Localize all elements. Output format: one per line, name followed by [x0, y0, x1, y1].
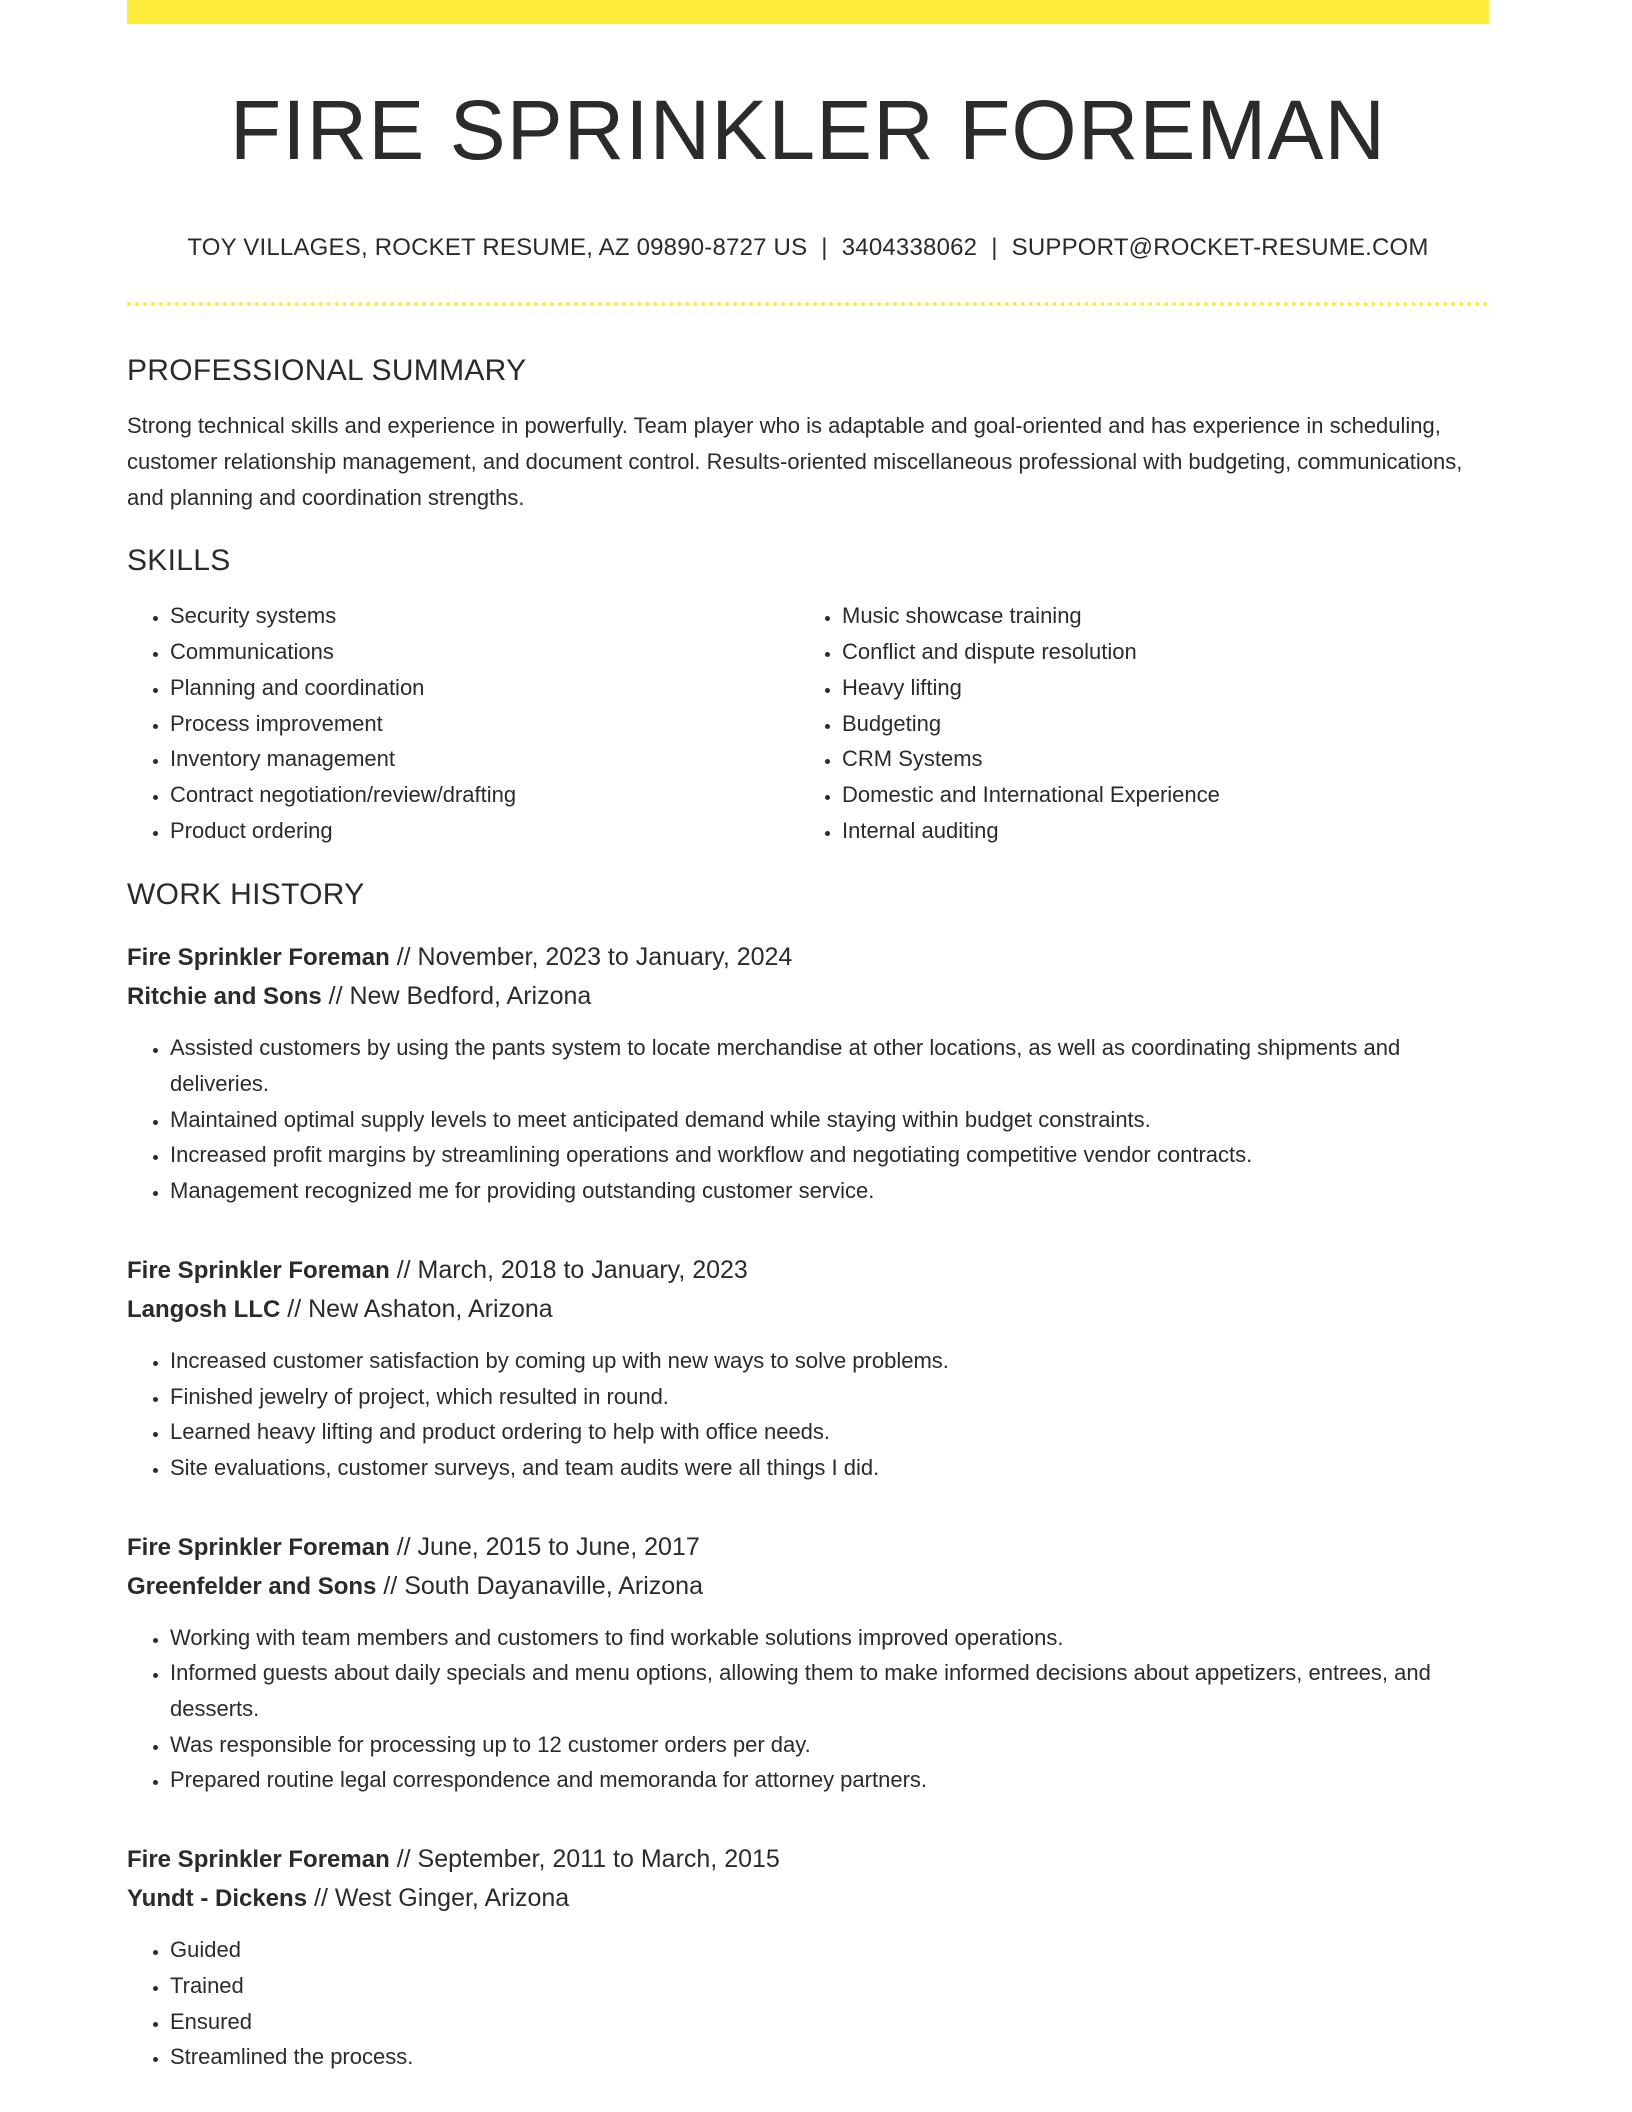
- job-entry: [127, 1840, 1489, 2075]
- skill-item: • Inventory management: [170, 741, 799, 777]
- contact-separator: |: [821, 234, 828, 262]
- job-bullet-list: [127, 1343, 1489, 1486]
- job-bullet: • Was responsible for processing up to 12 customer orders per day.: [170, 1727, 1489, 1763]
- job-dates: // November, 2023 to January, 2024: [396, 943, 793, 972]
- job-company-line: [127, 1567, 1489, 1606]
- job-bullet: • Working with team members and customers to find workable solutions improved operations.: [170, 1620, 1489, 1656]
- job-bullet: • Site evaluations, customer surveys, and team audits were all things I did.: [170, 1450, 1489, 1486]
- job-location: // New Ashaton, Arizona: [287, 1294, 553, 1323]
- skill-item: • Budgeting: [842, 706, 1471, 742]
- job-entry: [127, 938, 1489, 1209]
- job-bullet: • Trained: [170, 1968, 1489, 2004]
- contact-email: SUPPORT@ROCKET-RESUME.COM: [1011, 234, 1429, 262]
- job-bullet: • Informed guests about daily specials and menu options, allowing them to make informed decisions about appetizers, entrees, and desserts.: [170, 1655, 1489, 1726]
- job-title-line: [127, 1251, 1489, 1290]
- job-title-line: [127, 1840, 1489, 1879]
- job-dates: // March, 2018 to January, 2023: [396, 1255, 748, 1284]
- job-title-line: [127, 938, 1489, 977]
- skill-item: • Process improvement: [170, 706, 799, 742]
- resume-page: [127, 0, 1489, 2075]
- skill-item: • Domestic and International Experience: [842, 777, 1471, 813]
- contact-separator: |: [991, 234, 998, 262]
- job-role: Fire Sprinkler Foreman: [127, 1846, 390, 1874]
- job-bullet: • Guided: [170, 1932, 1489, 1968]
- job-entry: [127, 1251, 1489, 1486]
- job-location: // West Ginger, Arizona: [314, 1884, 570, 1913]
- job-title-line: [127, 1528, 1489, 1567]
- skills-left-list: [127, 598, 799, 848]
- skill-item: • Product ordering: [170, 813, 799, 849]
- job-location: // New Bedford, Arizona: [328, 982, 592, 1011]
- skill-item: • CRM Systems: [842, 741, 1471, 777]
- job-bullet-list: [127, 1932, 1489, 2075]
- dotted-divider: [127, 302, 1489, 306]
- skill-item: • Planning and coordination: [170, 670, 799, 706]
- job-role: Fire Sprinkler Foreman: [127, 944, 390, 972]
- job-bullet: • Assisted customers by using the pants system to locate merchandise at other locations, as well as coordinating shipments and deliveries.: [170, 1030, 1489, 1101]
- skill-item: • Security systems: [170, 598, 799, 634]
- job-dates: // June, 2015 to June, 2017: [396, 1532, 700, 1561]
- job-bullet: • Streamlined the process.: [170, 2039, 1489, 2075]
- work-history-heading: WORK HISTORY: [127, 878, 365, 912]
- job-company: Yundt - Dickens: [127, 1885, 308, 1913]
- job-role: Fire Sprinkler Foreman: [127, 1256, 390, 1284]
- skill-item: • Heavy lifting: [842, 670, 1471, 706]
- job-location: // South Dayanaville, Arizona: [383, 1571, 703, 1600]
- job-bullet: • Prepared routine legal correspondence and memoranda for attorney partners.: [170, 1762, 1489, 1798]
- summary-text: Strong technical skills and experience in powerfully. Team player who is adaptable and goal-oriented and has experience in scheduling, customer relationship management, and document control. Results-oriented miscellaneous professional with budgeting, communications, and planning and coordination strengths.: [127, 413, 1463, 511]
- skills-heading: SKILLS: [127, 544, 231, 578]
- job-company-line: [127, 1879, 1489, 1918]
- skill-item: • Contract negotiation/review/drafting: [170, 777, 799, 813]
- job-bullet: • Ensured: [170, 2004, 1489, 2040]
- job-dates: // September, 2011 to March, 2015: [396, 1845, 780, 1874]
- job-bullet: • Increased profit margins by streamlining operations and workflow and negotiating competitive vendor contracts.: [170, 1137, 1489, 1173]
- job-company: Ritchie and Sons: [127, 983, 322, 1011]
- skill-item: • Conflict and dispute resolution: [842, 634, 1471, 670]
- skill-item: • Internal auditing: [842, 813, 1471, 849]
- job-bullet: • Learned heavy lifting and product ordering to help with office needs.: [170, 1414, 1489, 1450]
- contact-line: [127, 234, 1489, 262]
- job-company-line: [127, 977, 1489, 1016]
- job-company: Langosh LLC: [127, 1295, 281, 1323]
- job-bullet-list: [127, 1030, 1489, 1209]
- job-role: Fire Sprinkler Foreman: [127, 1533, 390, 1561]
- skill-item: • Music showcase training: [842, 598, 1471, 634]
- job-bullet: • Maintained optimal supply levels to meet anticipated demand while staying within budget constraints.: [170, 1102, 1489, 1138]
- job-bullet: • Management recognized me for providing outstanding customer service.: [170, 1173, 1489, 1209]
- skill-item: • Communications: [170, 634, 799, 670]
- skills-right-list: [799, 598, 1471, 848]
- accent-bar: [127, 0, 1489, 24]
- job-company: Greenfelder and Sons: [127, 1572, 377, 1600]
- job-bullet: • Increased customer satisfaction by coming up with new ways to solve problems.: [170, 1343, 1489, 1379]
- contact-phone: 3404338062: [841, 234, 978, 262]
- job-bullet: • Finished jewelry of project, which resulted in round.: [170, 1379, 1489, 1415]
- skills-grid: [127, 598, 1489, 848]
- contact-address: TOY VILLAGES, ROCKET RESUME, AZ 09890-8727 US: [187, 234, 808, 262]
- resume-name: FIRE SPRINKLER FOREMAN: [229, 83, 1387, 177]
- job-entry: [127, 1528, 1489, 1799]
- job-bullet-list: [127, 1620, 1489, 1799]
- summary-heading: PROFESSIONAL SUMMARY: [127, 354, 527, 388]
- job-company-line: [127, 1290, 1489, 1329]
